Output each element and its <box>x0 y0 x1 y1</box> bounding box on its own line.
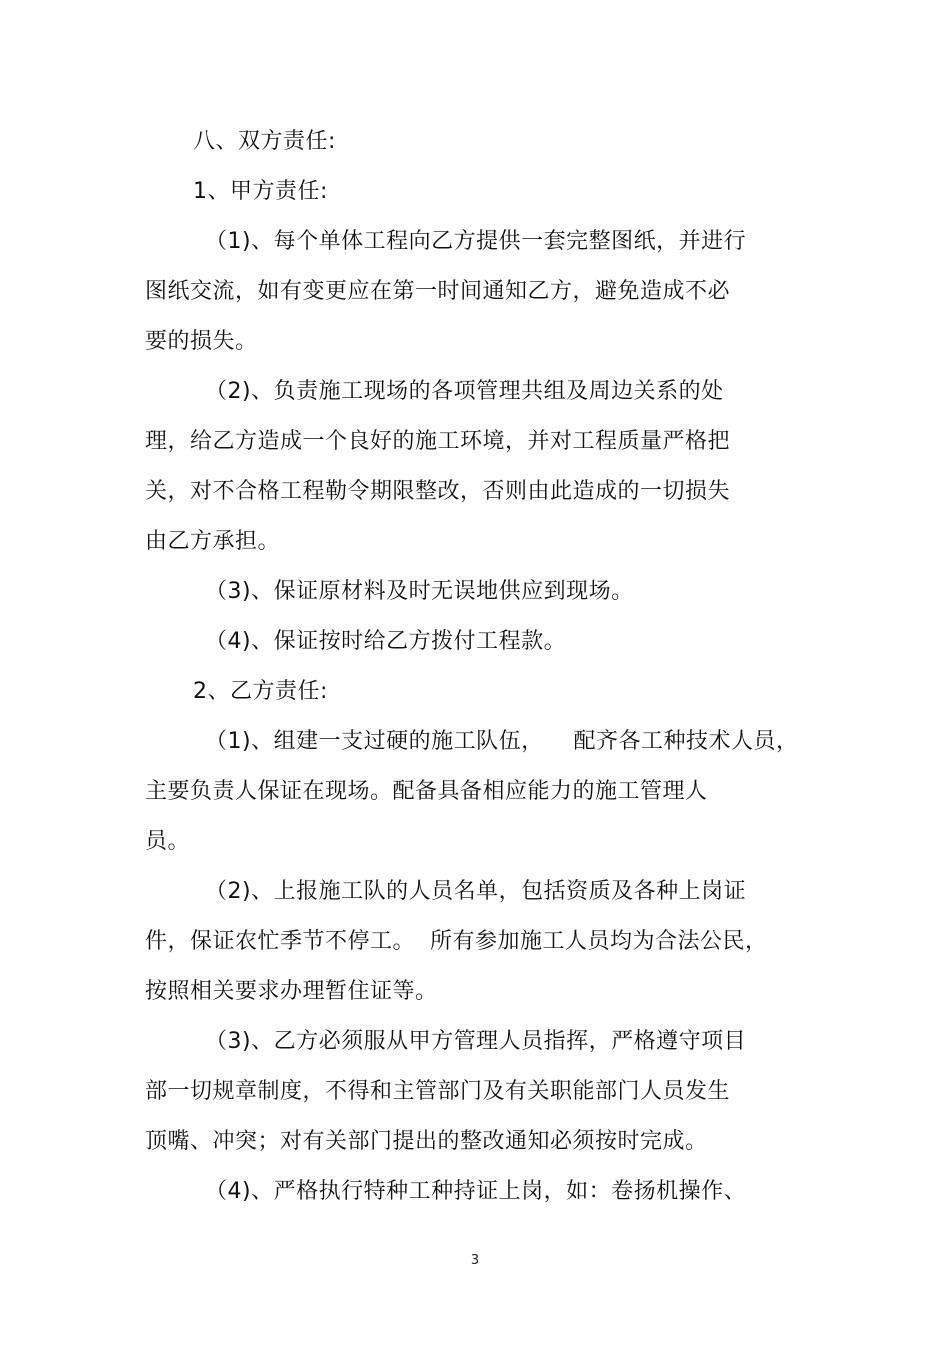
subsection-heading-party-b: 2、乙方责任: <box>193 679 328 704</box>
text-line: （2)、负责施工现场的各项管理共组及周边关系的处 <box>205 379 724 404</box>
text-line: （1)、组建一支过硬的施工队伍， 配齐各工种技术人员， <box>205 729 799 754</box>
text-line: 关，对不合格工程勒令期限整改，否则由此造成的一切损失 <box>145 479 731 504</box>
text-line: （4)、保证按时给乙方拨付工程款。 <box>205 629 567 654</box>
text-line: 理，给乙方造成一个良好的施工环境，并对工程质量严格把 <box>145 429 731 454</box>
text-line: 要的损失。 <box>145 329 258 354</box>
text-line: （3)、保证原材料及时无误地供应到现场。 <box>205 579 634 604</box>
text-line: 部一切规章制度，不得和主管部门及有关职能部门人员发生 <box>145 1079 731 1104</box>
text-line: 件，保证农忙季节不停工。 所有参加施工人员均为合法公民， <box>145 929 768 954</box>
text-line: 主要负责人保证在现场。配备具备相应能力的施工管理人 <box>145 779 708 804</box>
text-line: 顶嘴、冲突；对有关部门提出的整改通知必须按时完成。 <box>145 1129 708 1154</box>
text-line: （2)、上报施工队的人员名单，包括资质及各种上岗证 <box>205 879 747 904</box>
text-line: 员。 <box>145 829 191 854</box>
text-line: 按照相关要求办理暂住证等。 <box>145 979 438 1004</box>
page-number: 3 <box>470 1253 480 1268</box>
section-heading: 八、双方责任: <box>193 129 336 154</box>
text-line: 图纸交流，如有变更应在第一时间通知乙方，避免造成不必 <box>145 279 731 304</box>
text-line: （4)、严格执行特种工种持证上岗，如：卷扬机操作、 <box>205 1179 747 1204</box>
subsection-heading-party-a: 1、甲方责任: <box>193 179 328 204</box>
text-line: （1)、每个单体工程向乙方提供一套完整图纸，并进行 <box>205 229 747 254</box>
text-line: （3)、乙方必须服从甲方管理人员指挥，严格遵守项目 <box>205 1029 747 1054</box>
text-line: 由乙方承担。 <box>145 529 281 554</box>
